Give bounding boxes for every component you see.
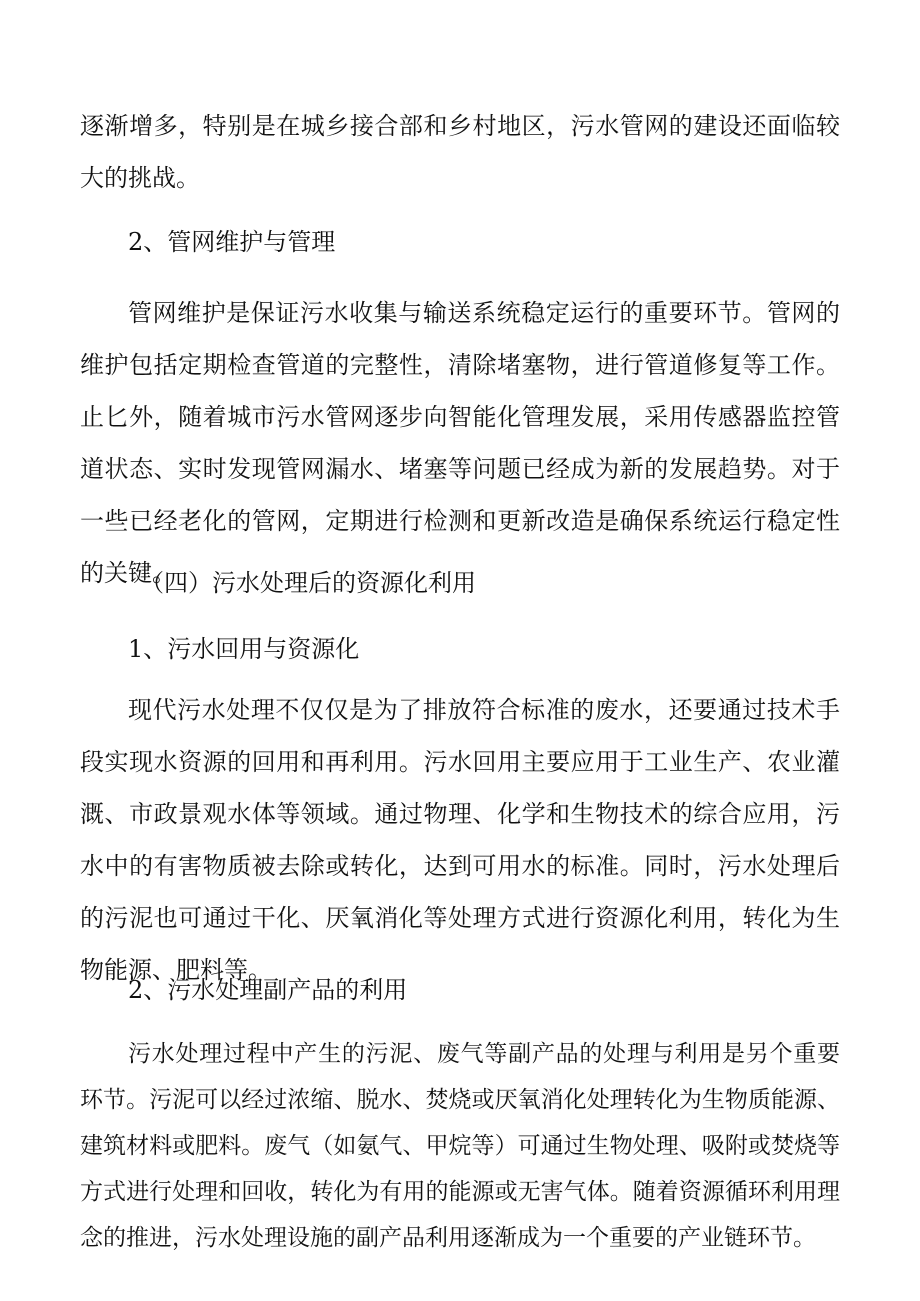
section-heading-byproducts: 2、污水处理副产品的利用 [128,976,408,1004]
paragraph-continued: 逐渐增多，特别是在城乡接合部和乡村地区，污水管网的建设还面临较大的挑战。 [80,112,840,192]
section-heading-pipe-maintenance: 2、管网维护与管理 [128,228,336,256]
paragraph-byproducts: 污水处理过程中产生的污泥、废气等副产品的处理与利用是另个重要环节。污泥可以经过浓缩、脱水、焚烧或厌氧消化处理转化为生物质能源、建筑材料或肥料。废气（如氨气、甲烷等）可通过生物处理、吸附或焚烧等方式进行处理和回收，转化为有用的能源或无害气体。随着资源循环利用理念的推进，污水处理设施的副产品利用逐渐成为一个重要的产业链环节。 [80,1041,840,1251]
section-heading-resource-utilization: （四）污水处理后的资源化利用 [140,569,476,597]
paragraph-reuse: 现代污水处理不仅仅是为了排放符合标准的废水，还要通过技术手段实现水资源的回用和再利用。污水回用主要应用于工业生产、农业灌溉、市政景观水体等领域。通过物理、化学和生物技术的综合应用，污水中的有害物质被去除或转化，达到可用水的标准。同时，污水处理后的污泥也可通过干化、厌氧消化等处理方式进行资源化利用，转化为生物能源、肥料等。 [80,696,840,984]
paragraph-pipe-maintenance: 管网维护是保证污水收集与输送系统稳定运行的重要环节。管网的维护包括定期检查管道的完整性，清除堵塞物，进行管道修复等工作。止匕外，随着城市污水管网逐步向智能化管理发展，采用传感器监控管道状态、实时发现管网漏水、堵塞等问题已经成为新的发展趋势。对于一些已经老化的管网，定期进行检测和更新改造是确保系统运行稳定性的关键。 [80,299,840,587]
section-heading-reuse: 1、污水回用与资源化 [128,635,360,663]
